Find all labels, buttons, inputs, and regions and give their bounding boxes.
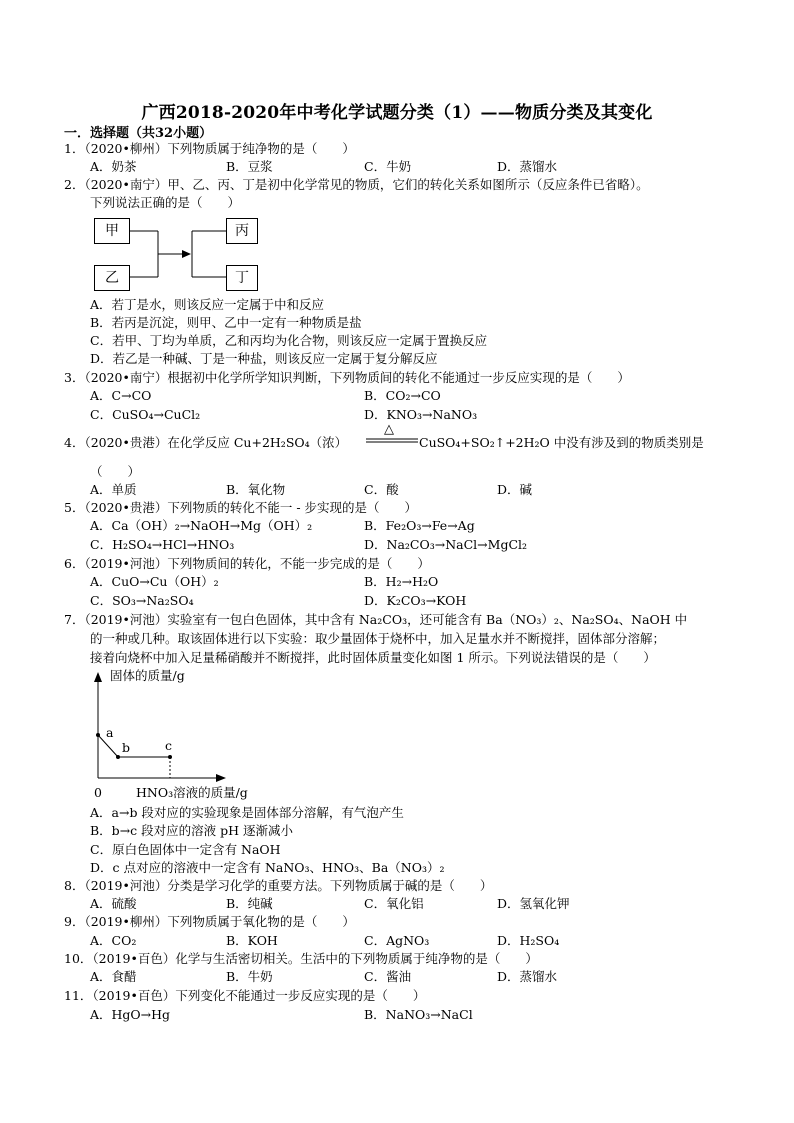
q4-option-c: C．酸	[364, 482, 399, 497]
q8-option-c: C．氧化铝	[364, 896, 424, 911]
q9-option-a: A．CO₂	[90, 933, 137, 948]
q4-stem-post: CuSO₄+SO₂↑+2H₂O 中没有涉及到的物质类别是	[419, 435, 704, 450]
q5-stem: 5．（2020•贵港）下列物质的转化不能一 - 步实现的是（ ）	[64, 500, 418, 515]
q5-option-d: D．Na₂CO₃→NaCl→MgCl₂	[364, 537, 528, 552]
q10-option-c: C．酱油	[364, 969, 412, 984]
point-b	[116, 755, 120, 759]
x-axis-arrow	[216, 774, 226, 782]
q9-stem: 9．（2019•柳州）下列物质属于氧化物的是（ ）	[64, 914, 355, 929]
q1-option-d: D．蒸馏水	[497, 159, 558, 174]
graph-x-label: HNO₃溶液的质量/g	[136, 785, 248, 800]
q6-option-c: C．SO₃→Na₂SO₄	[90, 593, 194, 608]
q2-stem-line2: 下列说法正确的是（ ）	[90, 195, 241, 210]
heating-delta-symbol: △	[384, 422, 394, 437]
q7-stem-line3: 接着向烧杯中加入足量稀硝酸并不断搅拌，此时固体质量变化如图 1 所示。下列说法错误的是（ ）	[90, 650, 656, 665]
q2-option-b: B．若丙是沉淀，则甲、乙中一定有一种物质是盐	[90, 315, 362, 330]
q10-option-b: B．牛奶	[226, 969, 273, 984]
q6-option-d: D．K₂CO₃→KOH	[364, 593, 467, 608]
q2-option-d: D．若乙是一种碱、丁是一种盐，则该反应一定属于复分解反应	[90, 351, 438, 366]
q10-stem: 10．（2019•百色）化学与生活密切相关。生活中的下列物质属于纯净物的是（ ）	[64, 951, 538, 966]
q8-option-d: D．氢氧化钾	[497, 896, 570, 911]
q7-option-c: C．原白色固体中一定含有 NaOH	[90, 842, 281, 857]
q1-option-c: C．牛奶	[364, 159, 412, 174]
q7-stem-line1: 7．（2019•河池）实验室有一包白色固体，其中含有 Na₂CO₃，还可能含有 Ba（NO₃）₂、Na₂SO₄、NaOH 中	[64, 612, 688, 627]
q11-option-b: B．NaNO₃→NaCl	[364, 1007, 473, 1022]
y-axis-arrow	[94, 672, 102, 682]
q4-option-b: B．氧化物	[226, 482, 286, 497]
q5-option-c: C．H₂SO₄→HCl→HNO₃	[90, 537, 235, 552]
point-a	[96, 733, 100, 737]
q5-option-b: B．Fe₂O₃→Fe→Ag	[364, 518, 475, 533]
q6-stem: 6．（2019•河池）下列物质间的转化，不能一步完成的是（ ）	[64, 556, 430, 571]
graph-origin-label: 0	[94, 785, 102, 800]
q1-stem: 1．（2020•柳州）下列物质属于纯净物的是（ ）	[64, 141, 355, 156]
section-heading: 一．选择题（共32小题）	[64, 126, 213, 141]
q2-stem-line1: 2．（2020•南宁）甲、乙、丙、丁是初中化学常见的物质，它们的转化关系如图所示（反应条件已省略）。	[64, 177, 649, 192]
q11-option-a: A．HgO→Hg	[90, 1007, 171, 1022]
q1-option-b: B．豆浆	[226, 159, 273, 174]
q5-option-a: A．Ca（OH）₂→NaOH→Mg（OH）₂	[90, 518, 313, 533]
q4-stem-pre: 4．（2020•贵港）在化学反应 Cu+2H₂SO₄（浓）	[64, 435, 348, 450]
graph-point-c-label: c	[165, 738, 173, 753]
q6-option-a: A．CuO→Cu（OH）₂	[90, 574, 219, 589]
q2-option-c: C．若甲、丁均为单质，乙和丙均为化合物，则该反应一定属于置换反应	[90, 333, 488, 348]
q4-option-d: D．碱	[497, 482, 533, 497]
q8-stem: 8．（2019•河池）分类是学习化学的重要方法。下列物质属于碱的是（ ）	[64, 878, 493, 893]
q1-option-a: A．奶茶	[90, 159, 137, 174]
box-bing: 丙	[226, 218, 258, 244]
box-jia: 甲	[94, 218, 130, 244]
q3-option-c: C．CuSO₄→CuCl₂	[90, 407, 201, 422]
q8-option-a: A．硫酸	[90, 896, 137, 911]
q10-option-d: D．蒸馏水	[497, 969, 558, 984]
graph-y-label: 固体的质量/g	[110, 668, 185, 683]
q11-stem: 11．（2019•百色）下列变化不能通过一步反应实现的是（ ）	[64, 988, 426, 1003]
q3-option-b: B．CO₂→CO	[364, 388, 441, 403]
q2-option-a: A．若丁是水，则该反应一定属于中和反应	[90, 297, 325, 312]
q7-option-d: D．c 点对应的溶液中一定含有 NaNO₃、HNO₃、Ba（NO₃）₂	[90, 860, 445, 875]
q8-option-b: B．纯碱	[226, 896, 273, 911]
q3-option-d: D．KNO₃→NaNO₃	[364, 407, 478, 422]
page-title: 广西2018-2020年中考化学试题分类（1）——物质分类及其变化	[141, 103, 653, 123]
q4-stem-line2: （ ）	[90, 464, 141, 479]
q9-option-d: D．H₂SO₄	[497, 933, 560, 948]
q7-stem-line2: 的一种或几种。取该固体进行以下实验：取少量固体于烧杯中，加入足量水并不断搅拌，固体部分溶解；	[90, 631, 666, 646]
graph-point-b-label: b	[122, 740, 131, 755]
graph-point-a-label: a	[106, 725, 114, 740]
q10-option-a: A．食醋	[90, 969, 137, 984]
q3-stem: 3．（2020•南宁）根据初中化学所学知识判断，下列物质间的转化不能通过一步反应实现的是（ ）	[64, 370, 630, 385]
point-c	[168, 755, 172, 759]
q9-option-b: B．KOH	[226, 933, 278, 948]
q3-option-a: A．C→CO	[90, 388, 152, 403]
q7-option-b: B．b→c 段对应的溶液 pH 逐渐减小	[90, 823, 293, 838]
box-ding: 丁	[226, 265, 258, 291]
box-yi: 乙	[94, 265, 130, 291]
q9-option-c: C．AgNO₃	[364, 933, 430, 948]
q7-option-a: A．a→b 段对应的实验现象是固体部分溶解，有气泡产生	[90, 805, 404, 820]
q4-option-a: A．单质	[90, 482, 137, 497]
q6-option-b: B．H₂→H₂O	[364, 574, 439, 589]
